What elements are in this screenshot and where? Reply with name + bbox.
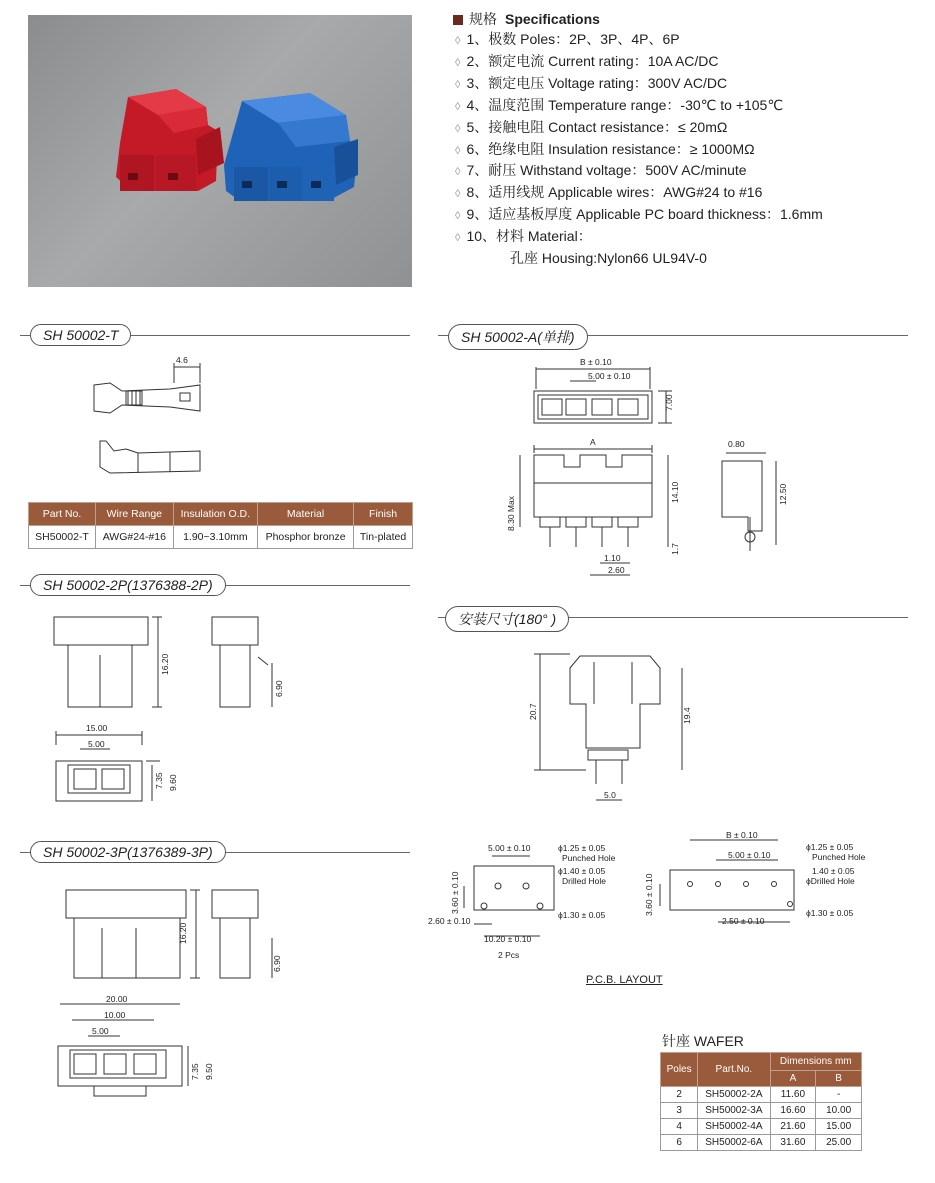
dim-20-7: 20.7 — [528, 703, 538, 720]
housing-3p-drawing — [40, 880, 300, 1110]
table-header-row — [661, 1053, 862, 1071]
dim-16-20: 16.20 — [178, 922, 188, 944]
wafer-table — [660, 1052, 862, 1151]
pcb-layout-multi — [640, 826, 880, 936]
dim-8-30-max: 8.30 Max — [506, 496, 516, 531]
dim-0-80: 0.80 — [728, 439, 745, 449]
spec-item: ◊ 10、材料 Material： — [455, 227, 823, 249]
table-cell: - — [816, 1087, 862, 1103]
red-housing-image — [116, 89, 224, 191]
table-cell: SH50002-3A — [698, 1103, 770, 1119]
dim-7-00: 7.00 — [664, 394, 674, 411]
table-cell: 2 — [661, 1087, 698, 1103]
table-row — [661, 1135, 862, 1151]
housing-2p-drawing — [40, 605, 300, 810]
table-row — [29, 526, 413, 549]
product-photo — [28, 15, 412, 287]
wafer-single-drawing — [500, 355, 800, 580]
dim-pcb1-drilled: Drilled Hole — [562, 876, 606, 886]
pcb-layout-title: P.C.B. LAYOUT — [586, 974, 663, 986]
table-row — [661, 1119, 862, 1135]
table-cell: SH50002-4A — [698, 1119, 770, 1135]
spec-item: ◊ 4、温度范围 Temperature range：-30℃ to +105℃ — [455, 96, 823, 118]
dim-5-00: 5.00 — [92, 1026, 109, 1036]
specifications-heading-en: Specifications — [505, 11, 600, 27]
specifications-heading-cn: 规格 — [469, 11, 497, 27]
dim-pcb1-1020: 10.20 ± 0.10 — [484, 934, 532, 944]
dim-6-90: 6.90 — [272, 955, 282, 972]
spec-item: ◊ 9、适应基板厚度 Applicable PC board thickness：1.6mm — [455, 205, 823, 227]
section-label-terminal: SH 50002-T — [30, 324, 131, 346]
dim-1-10: 1.10 — [604, 553, 621, 563]
table-header: A — [770, 1071, 816, 1087]
dim-20-00: 20.00 — [106, 994, 128, 1004]
heading-square-icon — [453, 15, 463, 25]
spec-item: ◊ 5、接触电阻 Contact resistance：≤ 20mΩ — [455, 118, 823, 140]
spec-item: ◊ 7、耐压 Withstand voltage：500V AC/minute — [455, 161, 823, 183]
table-cell: 6 — [661, 1135, 698, 1151]
dim-16-20: 16.20 — [160, 653, 170, 675]
table-cell: 21.60 — [770, 1119, 816, 1135]
spec-item: ◊ 2、额定电流 Current rating：10A AC/DC — [455, 52, 823, 74]
dim-pcb2-drilled: ϕDrilled Hole — [806, 876, 855, 886]
dim-19-4: 19.4 — [682, 707, 692, 724]
spec-item: ◊ 1、极数 Poles：2P、3P、4P、6P — [455, 30, 823, 52]
dim-15-00: 15.00 — [86, 723, 108, 733]
pcb-layout-2p — [428, 840, 638, 970]
dim-pcb2-pitch: 5.00 ± 0.10 — [728, 850, 771, 860]
table-cell: AWG#24-#16 — [96, 526, 174, 549]
terminal-drawing — [80, 355, 220, 490]
table-cell: 15.00 — [816, 1119, 862, 1135]
dim-pcb1-pitch: 5.00 ± 0.10 — [488, 843, 531, 853]
dim-t-4-6: 4.6 — [176, 355, 188, 365]
table-cell: 4 — [661, 1119, 698, 1135]
table-cell: 11.60 — [770, 1087, 816, 1103]
terminal-spec-table — [28, 502, 413, 549]
dim-5-0: 5.0 — [604, 790, 616, 800]
connector-photo-drawing — [28, 15, 412, 287]
section-label-mounting: 安装尺寸(180° ) — [445, 606, 569, 632]
table-row — [661, 1103, 862, 1119]
dim-2-60: 2.60 — [608, 565, 625, 575]
table-header: B — [816, 1071, 862, 1087]
table-row — [661, 1087, 862, 1103]
dim-pcb2-b: B ± 0.10 — [726, 830, 758, 840]
dim-pcb2-360: 3.60 ± 0.10 — [644, 873, 654, 916]
specifications-list — [455, 30, 823, 269]
spec-material-detail: 孔座 Housing:Nylon66 UL94V-0 — [510, 250, 707, 267]
dim-a: A — [590, 437, 596, 447]
section-label-2p: SH 50002-2P(1376388-2P) — [30, 574, 226, 596]
spec-item: ◊ 3、额定电压 Voltage rating：300V AC/DC — [455, 74, 823, 96]
dim-pcb2-130: ϕ1.30 ± 0.05 — [806, 908, 854, 918]
dim-10-00: 10.00 — [104, 1010, 126, 1020]
dim-pcb1-260: 2.60 ± 0.10 — [428, 916, 471, 926]
dim-7-35: 7.35 — [154, 772, 164, 789]
spec-item: ◊ 6、绝缘电阻 Insulation resistance：≥ 1000MΩ — [455, 140, 823, 162]
dim-pcb1-130: ϕ1.30 ± 0.05 — [558, 910, 606, 920]
mounting-drawing — [530, 640, 710, 810]
table-cell: SH50002-6A — [698, 1135, 770, 1151]
dim-pcb1-punched: Punched Hole — [562, 853, 616, 863]
table-header-row — [29, 503, 413, 526]
dim-5-00: 5.00 — [88, 739, 105, 749]
table-header: Dimensions mm — [770, 1053, 861, 1071]
table-header: Wire Range — [96, 503, 174, 526]
table-cell: Phosphor bronze — [258, 526, 354, 549]
table-header: Material — [258, 503, 354, 526]
section-label-wafer-single: SH 50002-A(单排) — [448, 324, 588, 350]
section-label-3p: SH 50002-3P(1376389-3P) — [30, 841, 226, 863]
dim-pcb2-punched: Punched Hole — [812, 852, 866, 862]
table-cell: 16.60 — [770, 1103, 816, 1119]
table-cell: SH50002-T — [29, 526, 96, 549]
dim-9-60: 9.60 — [168, 774, 178, 791]
spec-item: ◊ 8、适用线规 Applicable wires：AWG#24 to #16 — [455, 183, 823, 205]
dim-pitch: 5.00 ± 0.10 — [588, 371, 631, 381]
specifications-heading — [453, 9, 600, 29]
wafer-title: 针座 WAFER — [662, 1033, 744, 1049]
dim-7-35: 7.35 — [190, 1063, 200, 1080]
table-header: Insulation O.D. — [173, 503, 257, 526]
dim-6-90: 6.90 — [274, 680, 284, 697]
dim-9-50: 9.50 — [204, 1063, 214, 1080]
table-header: Part No. — [29, 503, 96, 526]
dim-pcb1-125: ϕ1.25 ± 0.05 — [558, 843, 606, 853]
dim-14-10: 14.10 — [670, 481, 680, 503]
dim-b: B ± 0.10 — [580, 357, 612, 367]
table-cell: 31.60 — [770, 1135, 816, 1151]
dim-pcb2-250: 2.50 ± 0.10 — [722, 916, 765, 926]
dim-pcb2-140: 1.40 ± 0.05 — [812, 866, 855, 876]
dim-1-7: 1.7 — [670, 543, 680, 555]
blue-housing-image — [224, 93, 358, 201]
dim-pcb1-140: ϕ1.40 ± 0.05 — [558, 866, 606, 876]
table-cell: 1.90~3.10mm — [173, 526, 257, 549]
dim-12-50: 12.50 — [778, 483, 788, 505]
table-cell: 10.00 — [816, 1103, 862, 1119]
table-header: Part.No. — [698, 1053, 770, 1087]
table-cell: Tin-plated — [354, 526, 413, 549]
table-cell: 25.00 — [816, 1135, 862, 1151]
table-cell: 3 — [661, 1103, 698, 1119]
table-cell: SH50002-2A — [698, 1087, 770, 1103]
table-header: Finish — [354, 503, 413, 526]
dim-pcb1-360: 3.60 ± 0.10 — [450, 871, 460, 914]
table-header: Poles — [661, 1053, 698, 1087]
dim-pcb1-2pcs: 2 Pcs — [498, 950, 520, 960]
dim-pcb2-125: ϕ1.25 ± 0.05 — [806, 842, 854, 852]
